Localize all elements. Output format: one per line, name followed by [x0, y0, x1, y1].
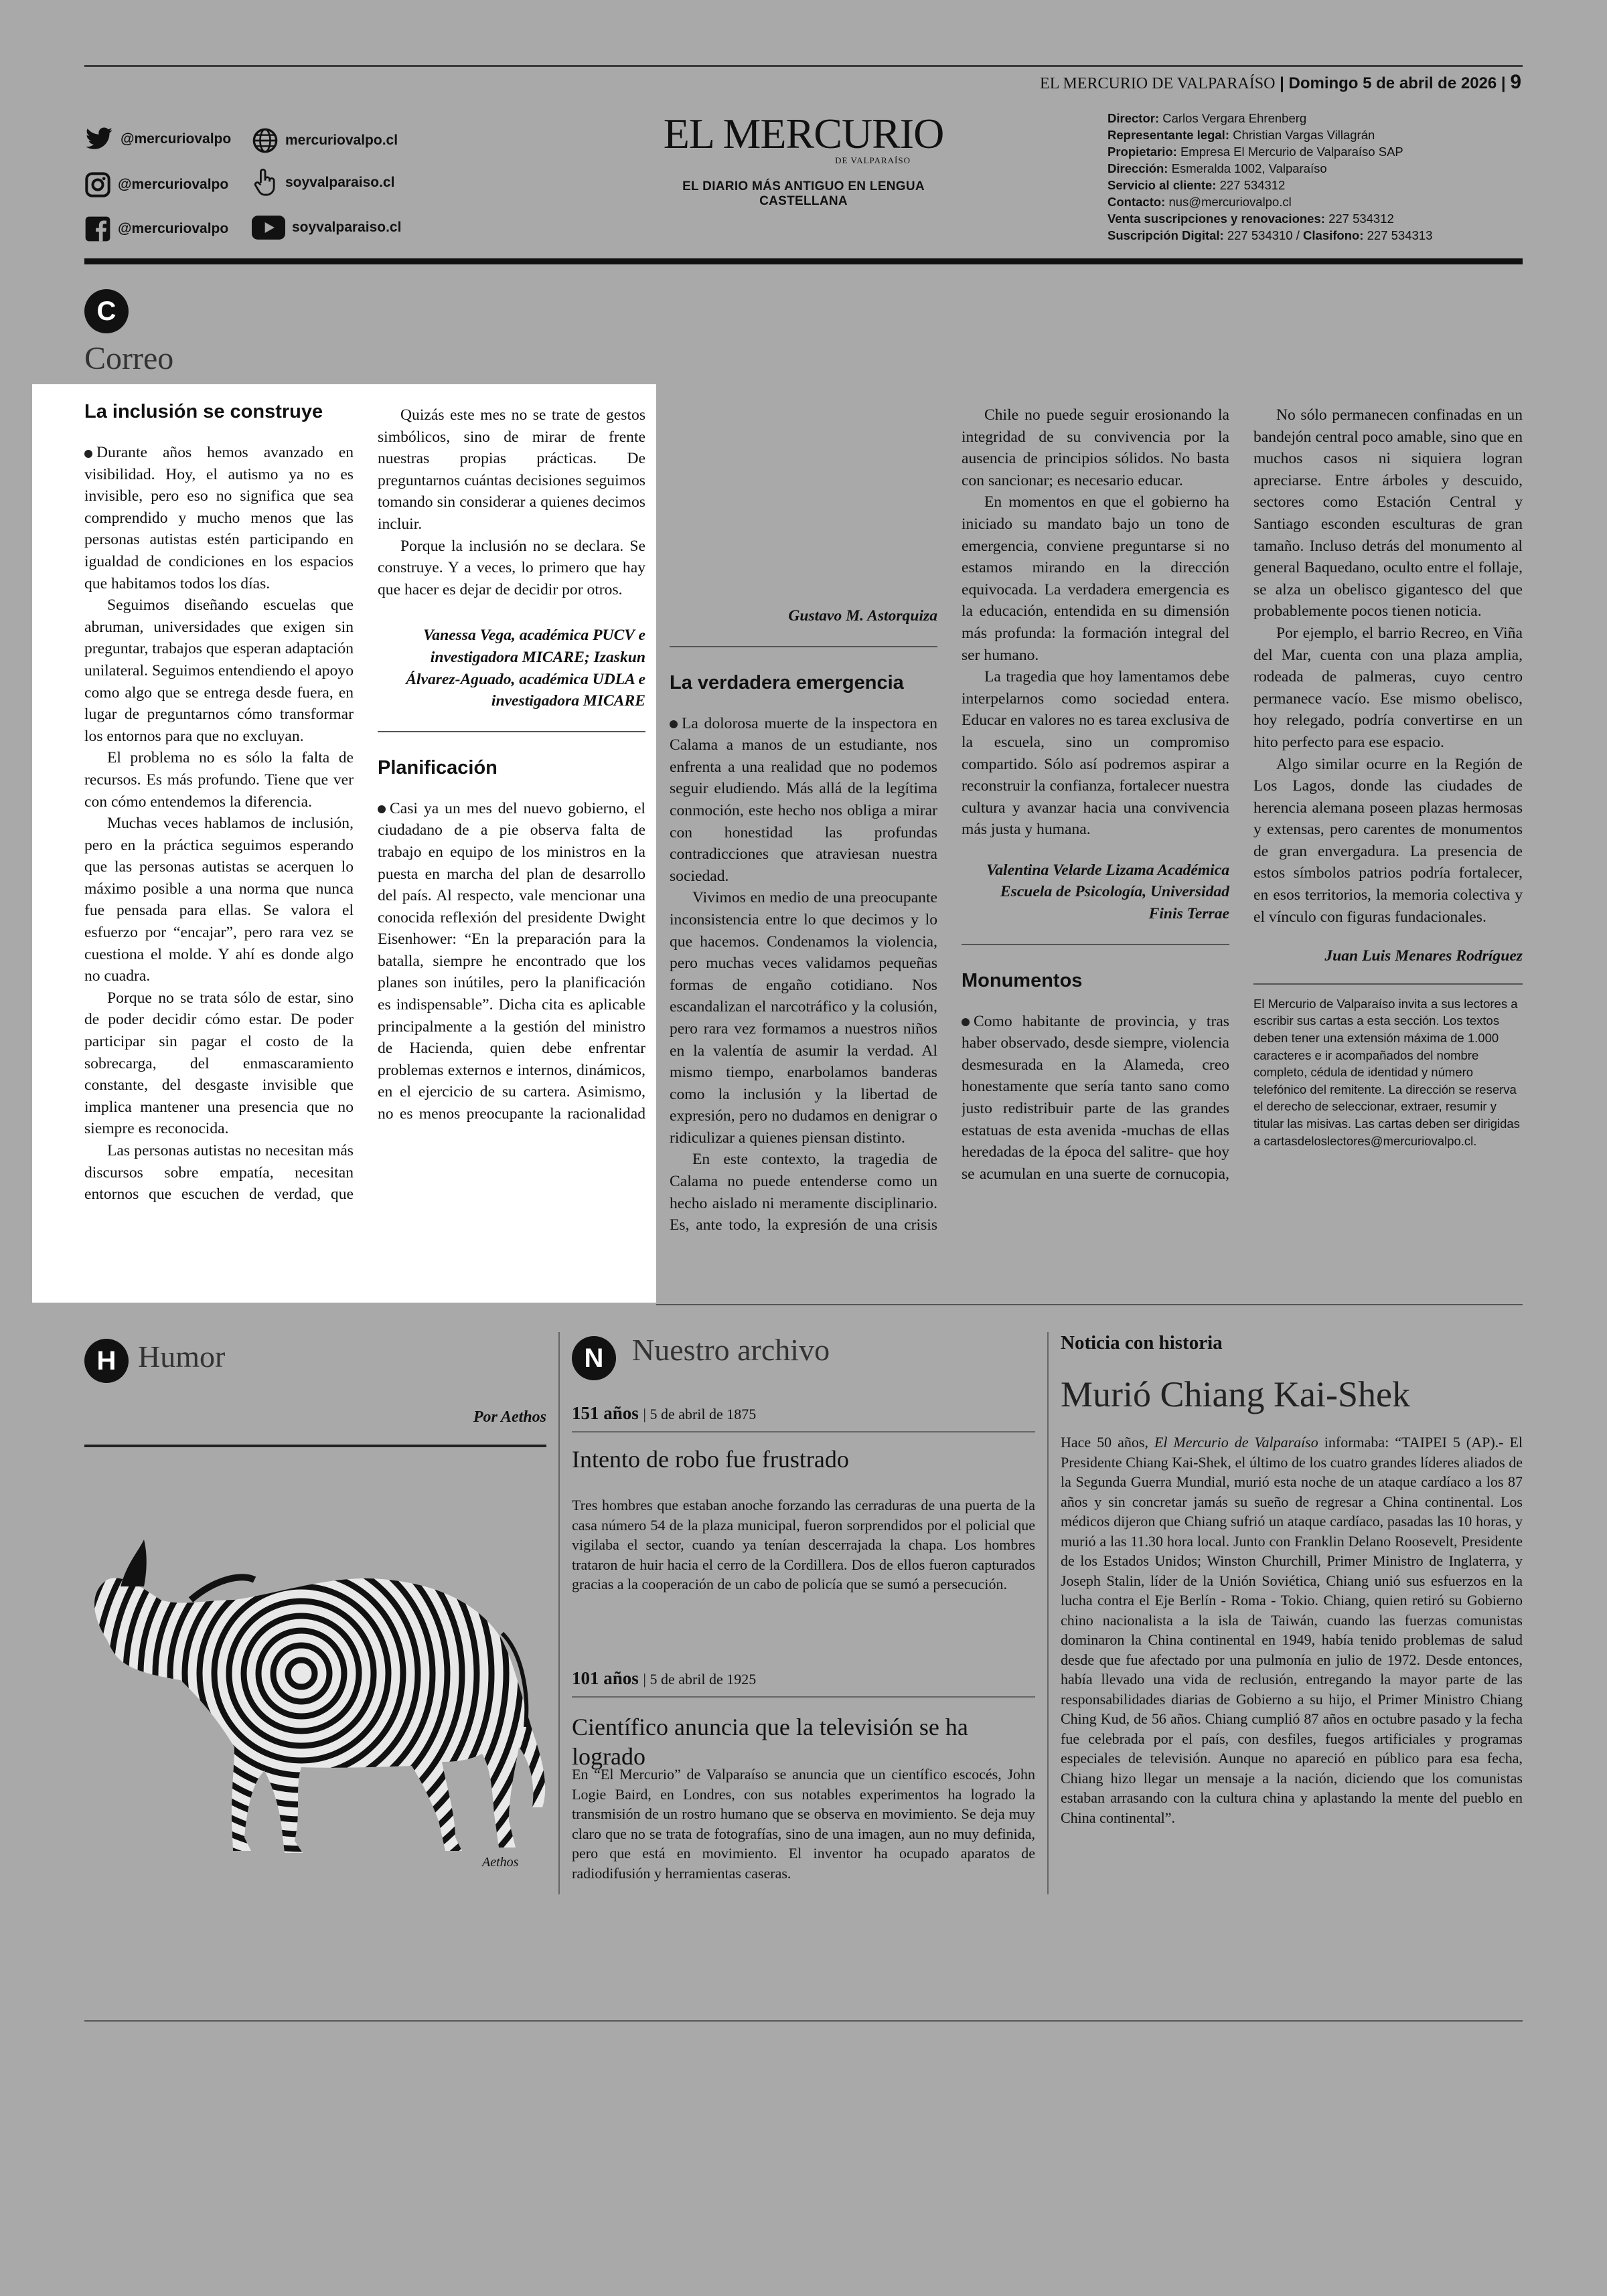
bullet-icon: [962, 1018, 970, 1026]
facebook-icon: [84, 216, 111, 242]
social-soyvalparaiso[interactable]: [252, 167, 394, 198]
social-youtube[interactable]: [252, 216, 401, 240]
staff-box: [1107, 110, 1536, 244]
archive-rule: [572, 1696, 1035, 1698]
archive-rule: [572, 1431, 1035, 1432]
letter-paragraph: Muchas veces hablamos de inclusión, pero en la práctica seguimos esperando que las personas autistas se acerquen lo máximo posible a una norma que nunca fue pensada para ellas. Se valora el esfuerzo por “encajar”, pero rara vez se cuestiona el molde. Y ahí es donde algo no cuadra.: [84, 815, 354, 985]
staff-line: Suscripción Digital: 227 534310 / Clasifono: 227 534313: [1107, 228, 1433, 242]
letter-column-4: [962, 404, 1229, 1186]
cartoon-signature: Aethos: [482, 1855, 519, 1870]
letter-paragraph: Las personas autistas no necesitan más discursos sobre empatía, necesitan entornos que escuchen de verdad, que: [84, 1142, 354, 1204]
letter-heading: Monumentos: [962, 969, 1083, 991]
column-divider: [962, 944, 1229, 945]
humor-rule: [84, 1445, 546, 1447]
letter-inclusion-col1: [84, 400, 354, 1206]
social-instagram[interactable]: [84, 171, 228, 198]
bullet-icon: [378, 805, 386, 813]
social-twitter-label: @mercuriovalpo: [121, 131, 232, 147]
letter-paragraph: En este contexto, la tragedia de Calama no puede entenderse como un hecho aislado ni meramente disciplinario. Es, ante todo, la expresión de una crisis: [670, 1151, 937, 1234]
section-letter-h: H: [84, 1339, 129, 1383]
bullet-icon: [84, 450, 92, 458]
social-soyvalparaiso-label: soyvalparaiso.cl: [285, 175, 395, 190]
letter-paragraph: Durante años hemos avanzado en visibilidad. Hoy, el autismo ya no es invisible, pero eso no significa que sea comprendido y mucho menos que las personas autistas estén participando en igualdad de condiciones en los espacios que habitamos todos los días.: [84, 444, 354, 592]
letter-paragraph: La tragedia que hoy lamentamos debe interpelarnos como sociedad entera. Educar en valores no es tarea exclusiva de la escuela, sino un compromiso compartido. Sólo así podremos aspirar a reconstruir la confianza, fortalecer nuestra cultura y avanzar hacia una convivencia más justa y humana.: [962, 668, 1229, 839]
letter-column-3: [670, 404, 937, 1236]
staff-line: Servicio al cliente: 227 534312: [1107, 178, 1286, 192]
letter-signature: Juan Luis Menares Rodríguez: [1324, 947, 1523, 965]
letter-paragraph: Casi ya un mes del nuevo gobierno, el ciudadano de a pie observa falta de trabajo en equipo de los ministros en la puesta en marcha del plan de desarrollo del país. Al respecto, vale mencionar una conocida reflexión del presidente Dwight Eisenhower: “En la preparación para la batalla, siempre he encontrado que los planes son inútiles, pero la planificación es indispensable”. Dicha cita es aplicable principalmente a la gestión del ministro de Hacienda, quien debe enfrentar problemas externos e internos, dinámicos, en el ejercicio de su cartera. Asimismo, no es menos preocupante la racionalidad: [378, 799, 645, 1123]
archive-years-1: 151 años | 5 de abril de 1875: [572, 1403, 757, 1423]
letter-column-5: [1253, 404, 1523, 1149]
letter-signature: Valentina Velarde Lizama Académica Escuela de Psicología, Universidad Finis Terrae: [986, 861, 1229, 923]
dateline-paper: EL MERCURIO DE VALPARAÍSO: [1040, 75, 1276, 92]
dateline-date: Domingo 5 de abril de 2026: [1288, 74, 1497, 92]
archive-headline-1: Intento de robo fue frustrado: [572, 1446, 849, 1473]
social-facebook[interactable]: [84, 216, 228, 242]
letter-paragraph: Como habitante de provincia, y tras haber observado, desde siempre, violencia desmesurada en la Alameda, creo honestamente que sería tanto sano como justo redistribuir parte de las grandes estatuas de esta avenida -muchas de ellas heredadas de la época del salitre- que hoy se acumulan en una suerte de cornucopia,: [962, 1012, 1229, 1183]
instagram-icon: [84, 171, 111, 198]
logo-title: EL MERCURIO: [663, 110, 944, 157]
vertical-divider-left: [558, 1332, 560, 1894]
social-web[interactable]: [252, 127, 398, 154]
column-divider: [1253, 983, 1523, 985]
staff-line: Representante legal: Christian Vargas Villagrán: [1107, 128, 1375, 142]
globe-icon: [252, 127, 279, 154]
letter-paragraph: En momentos en que el gobierno ha iniciado su mandato bajo un tono de emergencia, conviene preguntarse si no estamos mirando en la dirección equivocada. La verdadera emergencia es la educación, entendida en su dimensión más profunda: la formación integral del ser humano.: [962, 493, 1229, 664]
social-facebook-label: @mercuriovalpo: [118, 221, 229, 236]
letter-inclusion-col2: [378, 404, 645, 1126]
dateline: EL MERCURIO DE VALPARAÍSO | Domingo 5 de abril de 2026 | 9: [1040, 71, 1521, 93]
bullet-icon: [670, 720, 678, 728]
section-title-archivo: Nuestro archivo: [632, 1333, 830, 1367]
section-title-correo: Correo: [84, 341, 174, 376]
correo-bottom-rule: [656, 1304, 1523, 1305]
twitter-icon: [84, 127, 114, 151]
column-divider: [378, 731, 645, 732]
social-web-label: mercuriovalpo.cl: [285, 133, 398, 148]
letter-signature: Gustavo M. Astorquiza: [788, 607, 937, 625]
section-letter-n: N: [572, 1336, 616, 1380]
tagline: EL DIARIO MÁS ANTIGUO EN LENGUA CASTELLANA: [682, 179, 925, 208]
archive-body-1: Tres hombres que estaban anoche forzando las cerraduras de una puerta de la casa número 54 de la plaza municipal, fueron sorprendidos por el policial que vigilaba el sector, cuando ya tenían descerrajada la chapa. Los hombres trataron de huir hacia el cerro de la Cordillera. Dos de ellos fueron capturados gracias a la cooperación de un cabo de policía que se sumó a persecución.: [572, 1497, 1035, 1592]
letter-paragraph: El problema no es sólo la falta de recursos. Es más profundo. Tiene que ver con cómo entendemos la diferencia.: [84, 749, 354, 811]
letter-paragraph: Quizás este mes no se trate de gestos simbólicos, sino de mirar de frente nuestras propias prácticas. De preguntarnos cuántas decisiones seguimos tomando sin considerar a quienes decimos incluir.: [378, 406, 645, 533]
letters-notice: El Mercurio de Valparaíso invita a sus lectores a escribir sus cartas a esta sección. Los textos deben tener una extensión máxima de 1.000 caracteres e ir acompañados del nombre completo, cédula de identidad y número telefónico del remitente. La dirección se reserva el derecho de seleccionar, extraer, resumir y titular las misivas. Las cartas deben ser dirigidas a cartasdeloslectores@mercuriovalpo.cl.: [1253, 996, 1520, 1148]
archive-headline-2: Científico anuncia que la televisión se ha logrado: [572, 1714, 968, 1770]
vertical-divider-right: [1047, 1332, 1049, 1894]
historia-body: Hace 50 años, El Mercurio de Valparaíso informaba: “TAIPEI 5 (AP).- El Presidente Chiang Kai-Shek, el último de los cuatro grandes líderes aliados de la Segunda Guerra Mundial, murió esta noche de un ataque cardíaco a los 87 años y sin concretar jamás su sueño de regresar a China continental. Los médicos dijeron que Chiang sufrió un ataque cardíaco, pasadas las 10 horas, y murió a las 11.30 hora local. Junto con Franklin Delano Roosevelt, Presidente de los Estados Unidos; Winston Churchill, Primer Ministro de Inglaterra, y Joseph Stalin, líder de la Unión Soviética, Chiang unió sus esfuerzos en la lucha contra el Eje Berlín - Roma - Tokio. Chiang, quien retiró su Gobierno chino nacionalista a la isla de Taiwán, cuando las fuerzas comunistas dominaron la China continental en 1949, había tenido problemas de salud desde que fue afectado por una pulmonía en julio de 1972. Desde entonces, había llevado una vida de reclusión, entregando la mayor parte de las responsabilidades diarias de Gobierno a su hijo, el Primer Ministro Chiang Ching Kud, de 56 años. Chiang cumplió 87 años en octubre pasado y la fecha fue celebrada por el país, con desfiles, fuegos artificiales y programas especiales de televisión. Aunque no apareció en público para esa fecha, Chiang hizo llegar un mensaje a la nación, diciendo que los comunistas estaban arrasando con la cultura china y aplastando la mente del pueblo en China continental”.: [1061, 1434, 1523, 1826]
letter-paragraph: Algo similar ocurre en la Región de Los Lagos, donde las ciudades de herencia alemana poseen plazas hermosas y extensas, pero carentes de monumentos de gran envergadura. La presencia de estos símbolos patrios podría fortalecer, en esos territorios, la memoria colectiva y el vínculo con figuras fundacionales.: [1253, 755, 1523, 926]
historia-headline: Murió Chiang Kai-Shek: [1061, 1374, 1410, 1414]
humor-byline: Por Aethos: [473, 1408, 546, 1426]
letter-heading: La inclusión se construye: [84, 401, 323, 422]
letter-paragraph: Chile no puede seguir erosionando la integridad de su convivencia por la ausencia de principios sólidos. No basta con sancionar; es necesario educar.: [962, 406, 1229, 489]
social-twitter[interactable]: [84, 127, 231, 151]
staff-line: Dirección: Esmeralda 1002, Valparaíso: [1107, 161, 1327, 175]
page-number: 9: [1510, 71, 1521, 93]
letter-paragraph: Porque no se trata sólo de estar, sino de poder decidir cómo estar. De poder participar sin pagar el costo de la sobrecarga, del enmascaramiento constante, del desgaste invisible que implica mantener una presencia que no siempre es reconocida.: [84, 989, 354, 1138]
historia-kicker: Noticia con historia: [1061, 1332, 1223, 1354]
staff-line: Contacto: nus@mercuriovalpo.cl: [1107, 195, 1292, 209]
letter-heading: La verdadera emergencia: [670, 671, 904, 693]
hand-pointer-icon: [252, 167, 279, 198]
youtube-icon: [252, 216, 285, 240]
staff-line: Propietario: Empresa El Mercurio de Valparaíso SAP: [1107, 145, 1403, 159]
archive-body-2: En “El Mercurio” de Valparaíso se anuncia que un científico escocés, John Logie Baird, en Londres, con sus notables experimentos ha logrado la transmisión de un rostro humano que se observa en movimiento. Se deja muy claro que no se trata de fotografías, sino de una imagen, aun no muy definida, pero que está en movimiento. El inventor ha ocupado aparatos de radiodifusión y herramientas caseras.: [572, 1766, 1035, 1882]
section-letter-c: C: [84, 289, 129, 333]
letter-paragraph: Seguimos diseñando escuelas que abruman, universidades que exigen sin preguntar, trabajos que esperan adaptación unilateral. Seguimos entendiendo el apoyo como algo que se entrega desde fuera, en lugar de preguntarnos cómo transformar los entornos para que no excluyan.: [84, 596, 354, 745]
letter-heading: Planificación: [378, 756, 498, 778]
bottom-rule: [84, 2020, 1523, 2022]
logo-subtitle: DE VALPARAÍSO: [835, 155, 911, 165]
letter-paragraph: Vivimos en medio de una preocupante inconsistencia entre lo que decimos y lo que hacemos. Condenamos la violencia, pero muchas veces validamos pequeñas formas de engaño cotidiano. Nos escandalizan el narcotráfico y la colusión, pero rara vez formamos a nuestros niños en la valentía de asumir la verdad. Al mismo tiempo, enarbolamos banderas como la inclusión y la libertad de expresión, pero no dudamos en denigrar o ridiculizar a quienes piensan distinto.: [670, 889, 937, 1147]
column-divider: [670, 646, 937, 647]
staff-line: Director: Carlos Vergara Ehrenberg: [1107, 111, 1307, 125]
top-rule: [84, 65, 1523, 67]
archive-years-2: 101 años | 5 de abril de 1925: [572, 1668, 757, 1688]
social-youtube-label: soyvalparaiso.cl: [292, 220, 402, 235]
letter-paragraph: La dolorosa muerte de la inspectora en Calama a manos de un estudiante, nos enfrenta a una realidad que no podemos seguir eludiendo. Más allá de la legítima conmoción, este hecho nos obliga a mirar con honestidad las profundas contradicciones que atraviesan nuestra sociedad.: [670, 714, 937, 885]
section-title-humor: Humor: [138, 1339, 226, 1374]
zebra-cartoon: [80, 1499, 556, 1874]
social-instagram-label: @mercuriovalpo: [118, 177, 229, 192]
masthead-logo: [643, 112, 964, 209]
letter-paragraph: Porque la inclusión no se declara. Se construye. Y a veces, lo primero que hay que hacer es dejar de decidir por otros.: [378, 537, 645, 598]
letter-paragraph: No sólo permanecen confinadas en un bandejón central poco amable, sino que en muchos casos ni siquiera logran apreciarse. Entre árboles y descuido, sectores como Estación Central y Santiago esconden esculturas de gran tamaño. Incluso detrás del monumento al general Baquedano, oculto entre el follaje, se alza un obelisco gigantesco del que probablemente pocos tienen noticia.: [1253, 406, 1523, 621]
historia-paper-name: El Mercurio de Valparaíso: [1154, 1434, 1318, 1451]
masthead-rule: [84, 258, 1523, 264]
letter-paragraph: Por ejemplo, el barrio Recreo, en Viña del Mar, cuenta con una plaza amplia, rodeada de palmeras, cuyo centro permanece vacío. Ese mismo obelisco, hoy relegado, podría convertirse en un hito perfecto para ese espacio.: [1253, 624, 1523, 751]
letter-signature: Vanessa Vega, académica PUCV e investigadora MICARE; Izaskun Álvarez-Aguado, académica UDLA e investigadora MICARE: [406, 627, 645, 710]
staff-line: Venta suscripciones y renovaciones: 227 534312: [1107, 212, 1394, 226]
